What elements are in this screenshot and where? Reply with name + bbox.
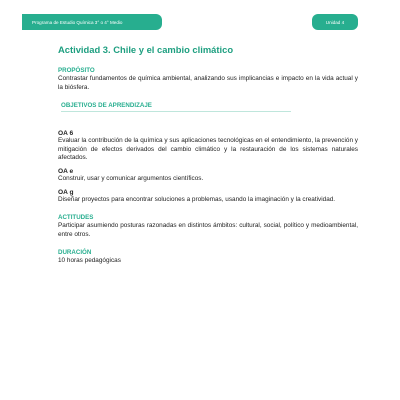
unit-label: Unidad 4 [325, 19, 345, 25]
duration-text: 10 horas pedagógicas [58, 257, 121, 265]
attitudes-section [58, 214, 358, 239]
purpose-text: Contrastar fundamentos de química ambiental, analizando sus implicancias e impacto en la vida actual y la biósfera. [58, 75, 358, 91]
purpose-section [58, 67, 358, 92]
objective-code: OA e [58, 167, 74, 175]
activity-title: Actividad 3. Chile y el cambio climático [58, 44, 234, 55]
objective-item [58, 168, 358, 184]
unit-badge [312, 14, 358, 30]
duration-section [58, 249, 358, 266]
objective-text: Construir, usar y comunicar argumentos científicos. [58, 174, 204, 182]
objective-item [58, 130, 358, 163]
program-header-bar [22, 14, 162, 30]
attitudes-label: ACTITUDES [58, 214, 94, 222]
objectives-label: OBJETIVOS DE APRENDIZAJE [61, 102, 152, 110]
purpose-label: PROPÓSITO [58, 67, 95, 74]
objectives-divider [61, 111, 291, 112]
activity-content [58, 44, 358, 276]
objectives-heading [61, 102, 358, 112]
objective-text: Diseñar proyectos para encontrar soluciones a problemas, usando la imaginación y la creatividad. [58, 195, 336, 203]
attitudes-text: Participar asumiendo posturas razonadas en distintos ámbitos: cultural, social, político y medioambiental, entre otros. [58, 222, 358, 238]
program-title: Programa de Estudio Química 3° o 4° Medio [32, 19, 123, 25]
objectives-section [58, 130, 358, 204]
duration-label: DURACIÓN [58, 249, 92, 257]
objective-text: Evaluar la contribución de la química y sus aplicaciones tecnológicas en el entendimiento, la prevención y mitigación de efectos derivados del cambio climático y la restauración de los sistemas naturales afectados. [58, 137, 358, 162]
objective-item [58, 189, 358, 205]
objective-code: OA g [58, 188, 74, 196]
objective-code: OA 6 [58, 130, 74, 138]
